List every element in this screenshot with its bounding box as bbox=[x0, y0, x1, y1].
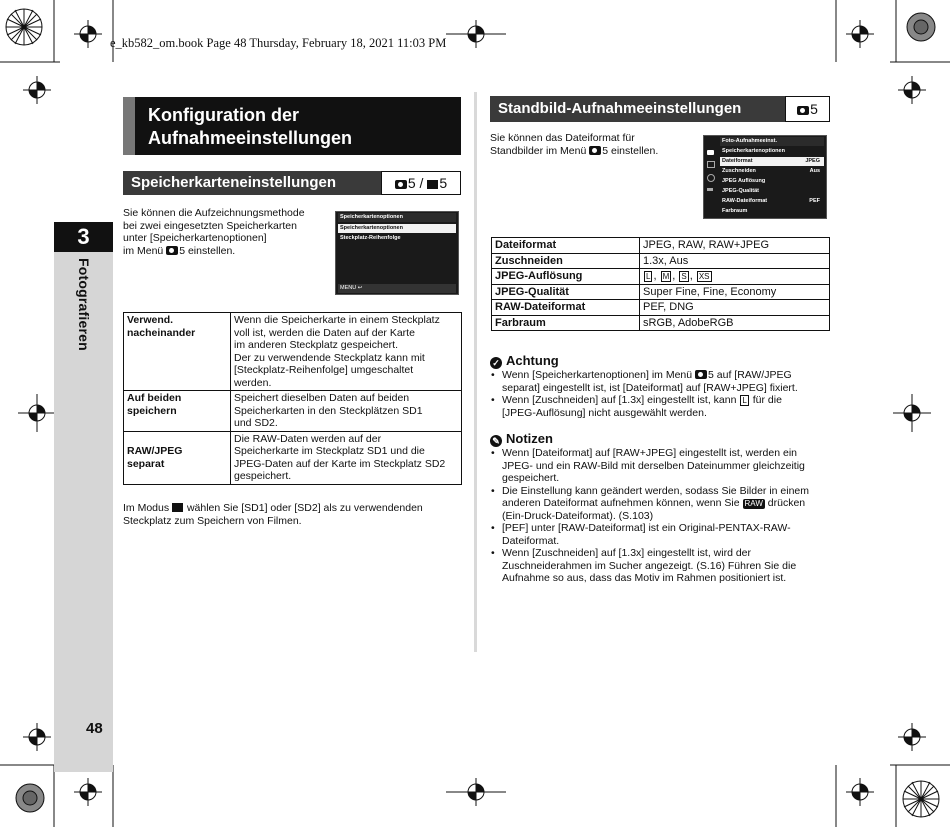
caution-heading-text: Achtung bbox=[506, 353, 559, 368]
caution-text: Wenn [Speicherkartenoptionen] im Menü bbox=[502, 369, 693, 381]
section-menu-tag bbox=[381, 171, 461, 195]
table-line: JPEG-Daten auf der Karte im Steckplatz SD2 bbox=[234, 457, 446, 470]
camera-screen-standbild bbox=[703, 135, 827, 219]
table-key: Verwend. nacheinander bbox=[124, 313, 231, 391]
chapter-label-wrap bbox=[54, 258, 113, 368]
screen-row bbox=[720, 177, 824, 186]
table-row bbox=[492, 238, 830, 254]
screen-row bbox=[720, 197, 824, 206]
screen-row bbox=[720, 147, 824, 156]
resolution-m-icon: M bbox=[662, 272, 670, 281]
camera-tab-icon bbox=[707, 150, 714, 155]
caution-text: 5 auf [RAW/JPEG bbox=[708, 369, 792, 381]
table-row bbox=[124, 313, 462, 391]
screen-row-label: Zuschneiden bbox=[722, 168, 756, 174]
raw-button-icon: RAW bbox=[744, 499, 763, 508]
notes-text: anderen Dateiformat aufnehmen können, wenn Sie bbox=[502, 497, 740, 509]
table-key: JPEG-Qualität bbox=[492, 284, 640, 300]
notes-item bbox=[490, 547, 835, 585]
camera-icon bbox=[166, 246, 178, 255]
video-tab-icon bbox=[707, 161, 715, 168]
table-key: RAW-Dateiformat bbox=[492, 300, 640, 316]
intro-text: Standbilder im Menü bbox=[490, 144, 587, 157]
intro-line: Sie können die Aufzeichnungsmethode bbox=[123, 207, 305, 219]
screen-row-value: PEF bbox=[809, 198, 820, 204]
notes-icon: ✎ bbox=[490, 435, 502, 447]
table-line: Die RAW-Daten werden auf der bbox=[234, 432, 382, 445]
page-title-line2: Aufnahmeeinstellungen bbox=[148, 128, 353, 148]
camera-icon bbox=[797, 106, 809, 115]
camera-icon bbox=[695, 370, 707, 379]
section-title-standbild: Standbild-Aufnahmeeinstellungen bbox=[490, 96, 785, 122]
caution-text: für die bbox=[752, 394, 782, 406]
table-row bbox=[492, 284, 830, 300]
notes-line: • Wenn [Dateiformat] auf [RAW+JPEG] eingestellt ist, werden ein bbox=[502, 447, 798, 459]
speicherkarten-table bbox=[123, 312, 462, 485]
table-line: Speicherkarte im Steckplatz SD1 und die bbox=[234, 445, 425, 457]
caution-section bbox=[490, 353, 835, 419]
footnote-movie bbox=[123, 502, 463, 527]
intro-line: Sie können das Dateiformat für bbox=[490, 132, 635, 144]
intro-line: unter [Speicherkartenoptionen] bbox=[123, 232, 267, 244]
section-title-speicherkarten: Speicherkarteneinstellungen bbox=[123, 171, 381, 195]
table-line: Speichert dieselben Daten auf beiden bbox=[234, 392, 410, 404]
intro-line: bei zwei eingesetzten Speicherkarten bbox=[123, 219, 297, 232]
video-icon bbox=[172, 503, 183, 512]
notes-line: Aufnahme so aus, dass das Motiv im Rahmen positioniert ist. bbox=[502, 572, 787, 584]
screen-row-label: Dateiformat bbox=[722, 158, 753, 164]
table-line: Wenn die Speicherkarte in einem Steckplatz bbox=[234, 314, 440, 326]
column-divider bbox=[474, 92, 477, 652]
table-row bbox=[492, 300, 830, 316]
caution-item bbox=[490, 369, 835, 394]
screen-row bbox=[720, 187, 824, 196]
screen-footer: MENU ↩ bbox=[338, 284, 456, 293]
table-value: sRGB, AdobeRGB bbox=[640, 315, 830, 331]
camera-icon bbox=[395, 180, 407, 189]
notes-text: drücken bbox=[767, 497, 806, 509]
tag-a: 5 / bbox=[407, 175, 424, 191]
notes-heading-text: Notizen bbox=[506, 431, 553, 446]
table-line: werden. bbox=[234, 376, 272, 389]
table-key: Dateiformat bbox=[492, 238, 640, 254]
screen-row-value: JPEG bbox=[805, 158, 820, 164]
table-line: im anderen Steckplatz gespeichert. bbox=[234, 339, 399, 351]
footnote-text: wählen Sie [SD1] oder [SD2] als zu verwendenden bbox=[186, 502, 423, 514]
caution-line: separat] eingestellt ist, ist [Dateiformat] auf [RAW+JPEG] fixiert. bbox=[502, 381, 798, 394]
table-key: Auf beiden speichern bbox=[124, 391, 231, 432]
intro-text: 5 einstellen. bbox=[179, 244, 236, 257]
notes-heading bbox=[490, 431, 835, 447]
notes-section bbox=[490, 431, 835, 585]
table-key: Farbraum bbox=[492, 315, 640, 331]
resolution-xs-icon: XS bbox=[698, 272, 710, 281]
notes-item bbox=[490, 447, 835, 485]
resolution-l-icon: L bbox=[646, 272, 651, 281]
table-key: Zuschneiden bbox=[492, 253, 640, 269]
notes-line: Zuschneiderahmen im Sucher angezeigt. (S.16) Führen Sie die bbox=[502, 559, 797, 572]
table-value: JPEG, RAW, RAW+JPEG bbox=[640, 238, 830, 254]
table-line: [Steckplatz-Reihenfolge] umgeschaltet bbox=[234, 364, 414, 376]
table-value bbox=[231, 313, 462, 391]
caution-icon: ✓ bbox=[490, 357, 502, 369]
tag-right: 5 bbox=[810, 101, 818, 117]
intro-speicherkarten bbox=[123, 207, 333, 257]
print-header: e_kb582_om.book Page 48 Thursday, February 18, 2021 11:03 PM bbox=[110, 36, 447, 50]
standbild-table bbox=[491, 237, 830, 331]
caution-line: [JPEG-Auflösung] nicht ausgewählt werden. bbox=[502, 406, 707, 419]
notes-item bbox=[490, 485, 835, 523]
screen-title: Speicherkartenoptionen bbox=[338, 213, 456, 222]
screen-row-label: RAW-Dateiformat bbox=[722, 198, 768, 204]
table-row bbox=[124, 431, 462, 484]
camera-icon bbox=[589, 146, 601, 155]
table-row bbox=[124, 391, 462, 432]
intro-line bbox=[490, 145, 700, 158]
table-value bbox=[231, 391, 462, 432]
screen-row-label: JPEG-Qualität bbox=[722, 188, 759, 194]
resolution-s-icon: S bbox=[681, 272, 687, 281]
screen-row bbox=[720, 207, 824, 216]
notes-line: JPEG- und ein RAW-Bild mit derselben Dateinummer gleichzeitig bbox=[502, 459, 805, 472]
table-key: JPEG-Auflösung bbox=[492, 269, 640, 285]
intro-text: 5 einstellen. bbox=[602, 144, 659, 157]
table-value: L , M , S , XS bbox=[640, 269, 830, 285]
page-number: 48 bbox=[86, 720, 103, 737]
screen-row-label: Speicherkartenoptionen bbox=[722, 148, 785, 154]
screen-row: Steckplatz-Reihenfolge bbox=[340, 235, 401, 241]
table-line: voll ist, werden die Daten auf der Karte bbox=[234, 326, 415, 339]
playback-tab-icon bbox=[707, 174, 715, 182]
screen-row-selected bbox=[720, 157, 824, 166]
table-value: PEF, DNG bbox=[640, 300, 830, 316]
notes-line: gespeichert. bbox=[502, 472, 560, 484]
page-title-line1: Konfiguration der bbox=[148, 105, 299, 125]
table-row bbox=[492, 269, 830, 285]
setup-tab-icon bbox=[707, 188, 713, 191]
camera-screen-speicherkarten bbox=[335, 211, 459, 295]
table-row bbox=[492, 315, 830, 331]
chapter-number: 3 bbox=[54, 222, 113, 252]
table-line: Der zu verwendende Steckplatz kann mit bbox=[234, 351, 425, 364]
intro-text: im Menü bbox=[123, 244, 164, 257]
caution-line bbox=[502, 369, 835, 382]
table-line: und SD2. bbox=[234, 417, 278, 429]
caution-item bbox=[490, 394, 835, 419]
notes-line: • Die Einstellung kann geändert werden, sodass Sie Bilder in einem bbox=[502, 484, 810, 497]
intro-standbild bbox=[490, 132, 700, 157]
footnote-line: Steckplatz zum Speichern von Filmen. bbox=[123, 514, 302, 527]
table-key: RAW/JPEG separat bbox=[124, 431, 231, 484]
table-line: Speicherkarten in den Steckplätzen SD1 bbox=[234, 404, 423, 417]
screen-side-icons bbox=[707, 150, 715, 210]
notes-line: (Ein-Druck-Dateiformat). (S.103) bbox=[502, 509, 654, 522]
screen-row-label: Farbraum bbox=[722, 208, 748, 214]
footnote-text: Im Modus bbox=[123, 502, 170, 514]
notes-line: Dateiformat. bbox=[502, 534, 560, 547]
notes-item bbox=[490, 522, 835, 547]
resolution-l-icon: L bbox=[742, 396, 747, 405]
caution-text: Wenn [Zuschneiden] auf [1.3x] eingestellt ist, kann bbox=[502, 394, 737, 406]
notes-line bbox=[502, 497, 835, 510]
table-value: Super Fine, Fine, Economy bbox=[640, 284, 830, 300]
screen-row-value: Aus bbox=[809, 168, 820, 174]
video-icon bbox=[427, 180, 438, 189]
caution-heading bbox=[490, 353, 835, 369]
table-value: 1.3x, Aus bbox=[640, 253, 830, 269]
footnote-line bbox=[123, 502, 463, 515]
table-value bbox=[231, 431, 462, 484]
intro-line bbox=[123, 245, 333, 258]
tag-b: 5 bbox=[439, 175, 448, 191]
page-title bbox=[148, 104, 352, 150]
screen-row bbox=[720, 167, 824, 176]
screen-row-label: JPEG Auflösung bbox=[722, 178, 766, 184]
section-menu-tag-right bbox=[785, 96, 830, 122]
screen-title: Foto-Aufnahmeeinst. bbox=[720, 137, 824, 146]
title-accent bbox=[123, 97, 135, 155]
table-line: gespeichert. bbox=[234, 470, 292, 482]
caution-line bbox=[502, 394, 835, 407]
caution-list bbox=[490, 369, 835, 419]
screen-row-selected: Speicherkartenoptionen bbox=[338, 224, 456, 233]
notes-line: • [PEF] unter [RAW-Dateiformat] ist ein Original-PENTAX-RAW- bbox=[502, 522, 791, 534]
chapter-label: Fotografieren bbox=[75, 258, 92, 351]
notes-line: • Wenn [Zuschneiden] auf [1.3x] eingestellt ist, wird der bbox=[502, 547, 752, 559]
notes-list bbox=[490, 447, 835, 585]
table-row bbox=[492, 253, 830, 269]
